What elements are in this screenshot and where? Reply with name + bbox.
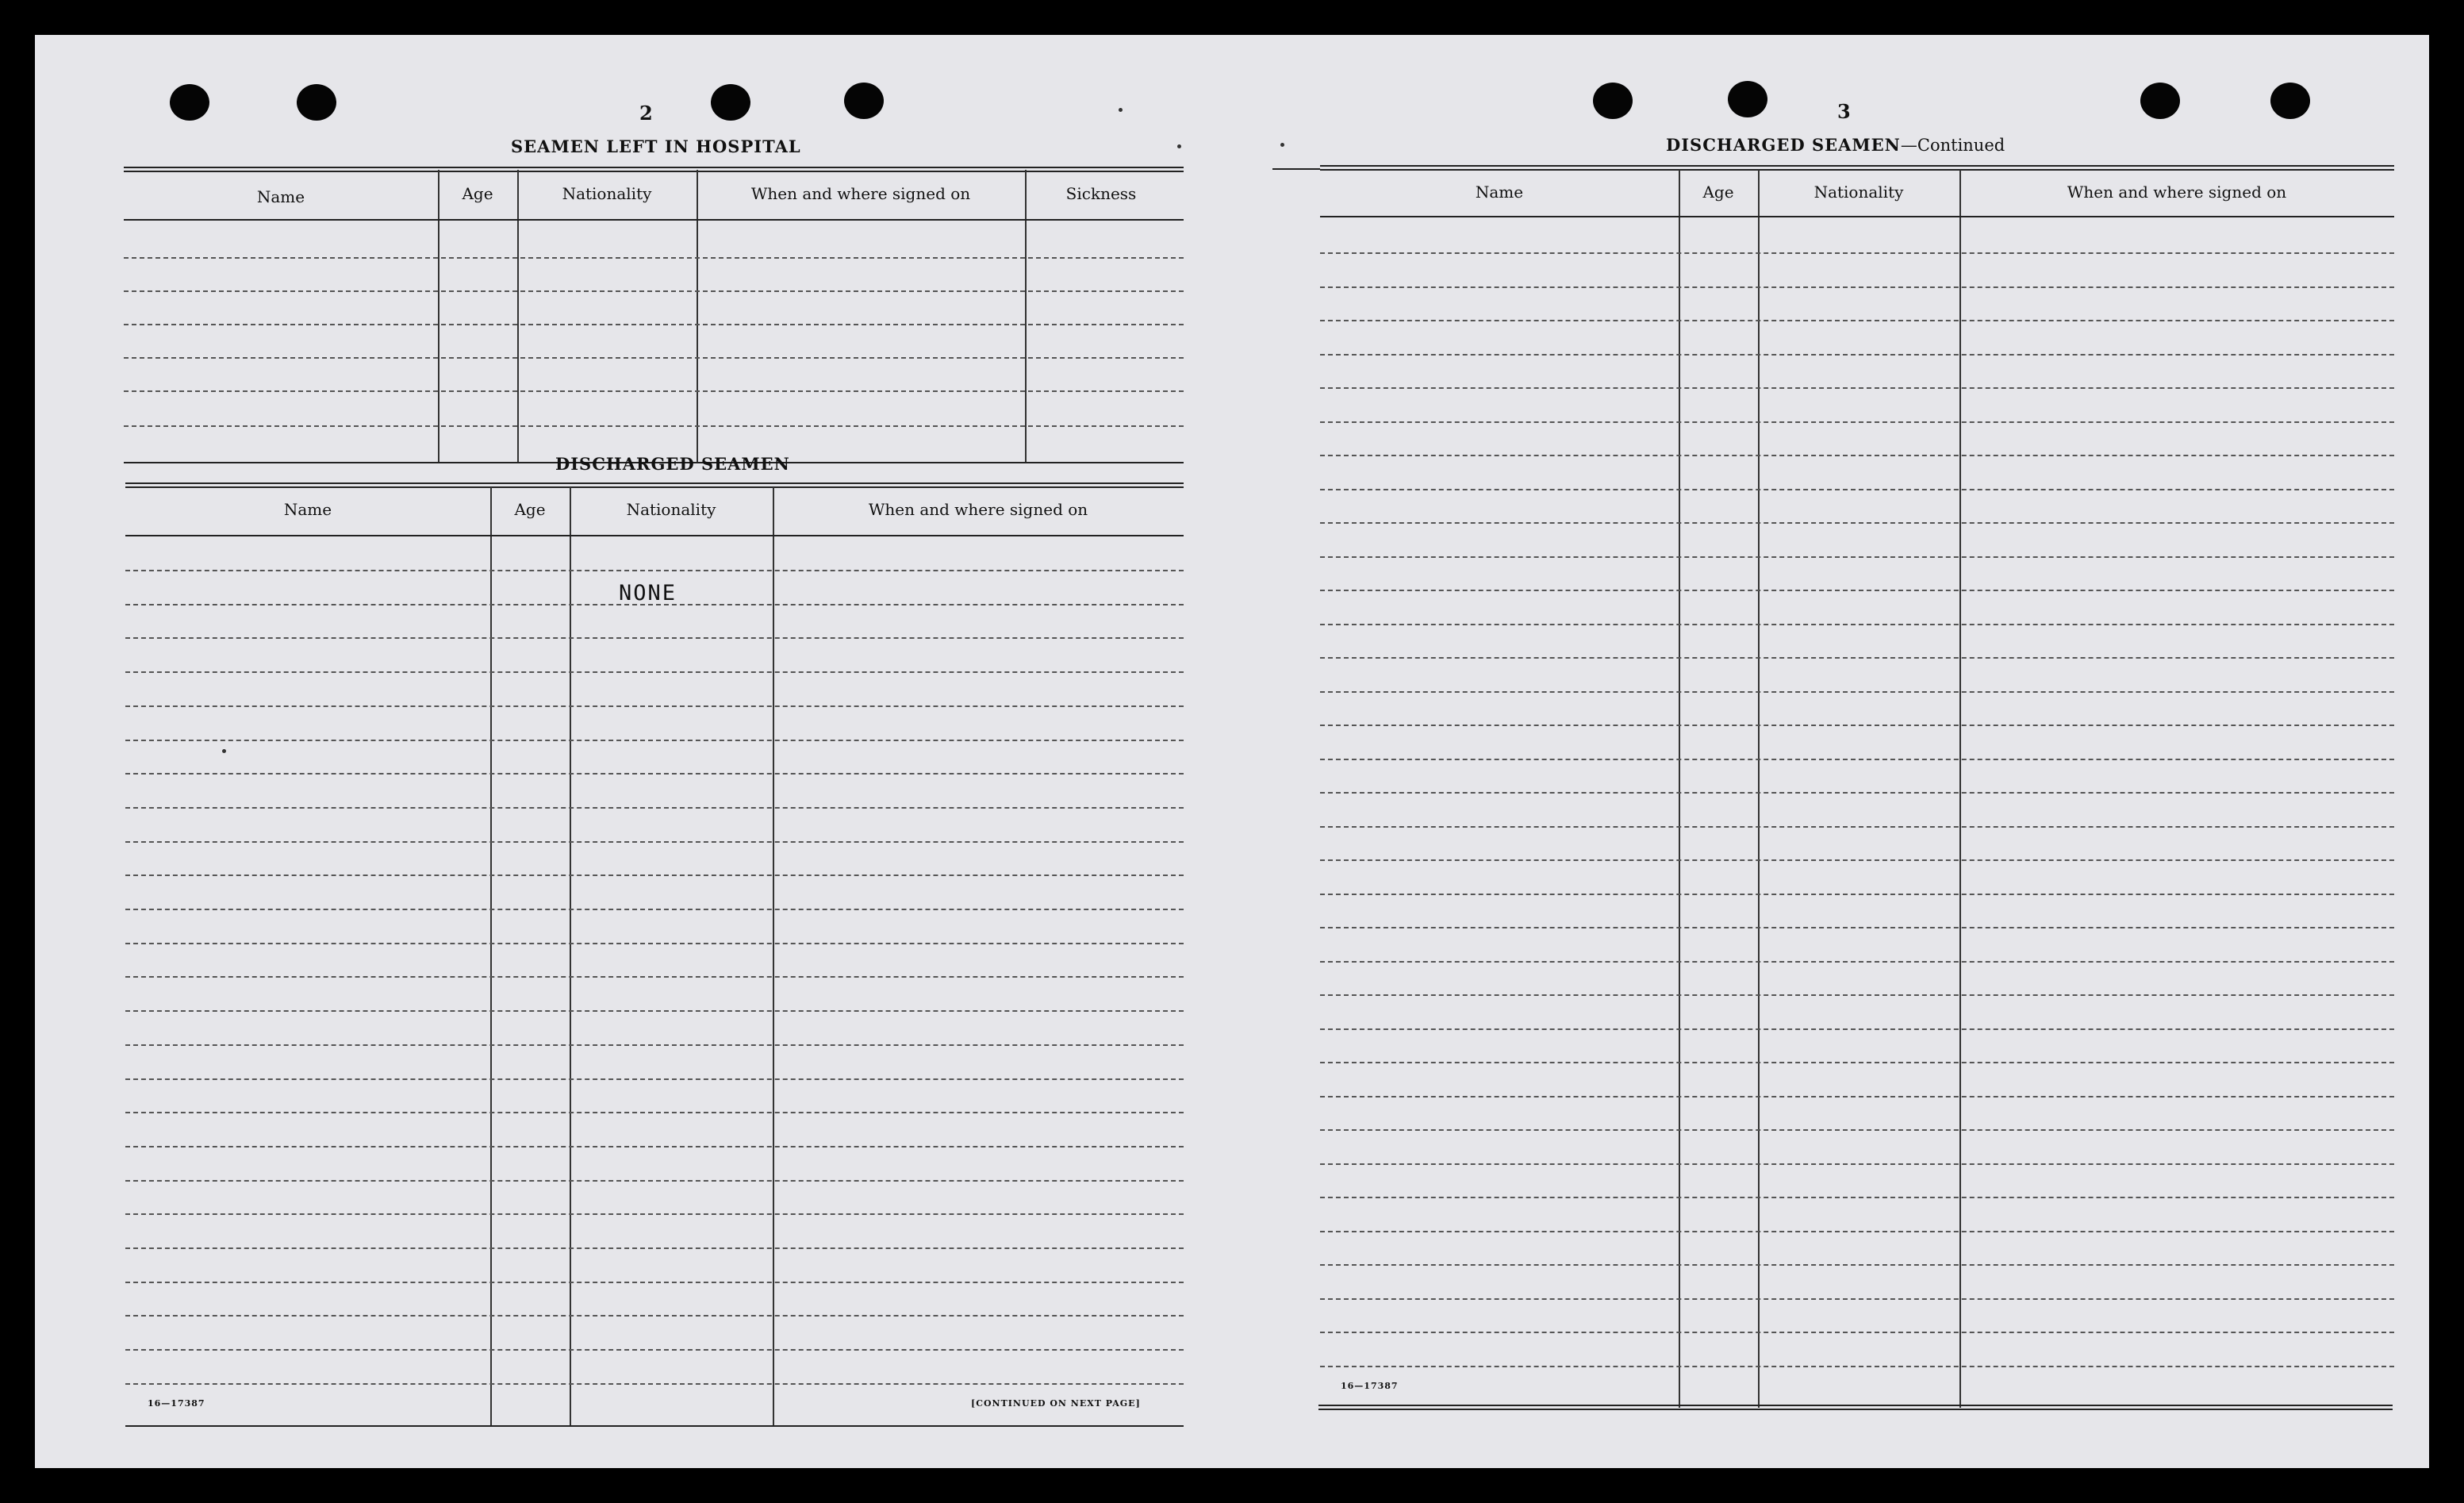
scan-speck: [1177, 144, 1181, 148]
row-line: [125, 570, 1184, 571]
column-header-signed-on: When and where signed on: [2067, 183, 2287, 202]
row-line: [1320, 691, 2394, 693]
row-line: [124, 390, 1184, 392]
row-line: [125, 740, 1184, 741]
row-line: [125, 841, 1184, 843]
row-line: [1320, 556, 2394, 558]
binder-hole: [1593, 83, 1633, 119]
section-title-suffix: —Continued: [1900, 136, 2005, 155]
row-line: [125, 1146, 1184, 1147]
row-line: [1320, 590, 2394, 591]
row-line: [1320, 522, 2394, 524]
row-line: [1320, 1298, 2394, 1300]
row-line: [1320, 657, 2394, 659]
binder-hole: [711, 84, 750, 121]
column-divider: [517, 170, 519, 463]
row-line: [125, 1078, 1184, 1080]
column-divider: [1959, 170, 1961, 1408]
row-line: [1320, 826, 2394, 828]
left-margin-rule: [1272, 168, 1320, 170]
column-divider: [1679, 170, 1680, 1408]
row-line: [1320, 792, 2394, 794]
table-bottom-rule: [1318, 1405, 2393, 1410]
row-line: [1320, 320, 2394, 321]
row-line: [1320, 1264, 2394, 1266]
row-line: [1320, 1332, 2394, 1333]
header-underline: [1320, 216, 2394, 217]
double-rule: [125, 482, 1184, 488]
row-line: [1320, 1096, 2394, 1097]
column-header-age: Age: [462, 184, 493, 203]
row-line: [1320, 961, 2394, 963]
scan-speck: [1280, 143, 1284, 147]
row-line: [1320, 725, 2394, 726]
page-number: 2: [639, 102, 653, 125]
form-number: 16—17387: [1341, 1381, 1399, 1391]
table-bottom-rule: [125, 1425, 1184, 1427]
double-rule: [1320, 165, 2394, 171]
document-sheet: [35, 35, 2429, 1468]
column-header-age: Age: [514, 500, 546, 519]
scan-speck: [1119, 108, 1123, 112]
row-line: [1320, 387, 2394, 389]
typed-entry-none: NONE: [619, 581, 677, 605]
row-line: [125, 1349, 1184, 1351]
column-header-name: Name: [283, 500, 332, 519]
row-line: [1320, 1129, 2394, 1131]
row-line: [125, 637, 1184, 639]
row-line: [125, 671, 1184, 673]
column-header-nationality: Nationality: [562, 184, 652, 203]
row-line: [1320, 759, 2394, 760]
section-title-hospital: SEAMEN LEFT IN HOSPITAL: [511, 136, 801, 156]
column-divider: [697, 170, 698, 463]
row-line: [1320, 859, 2394, 861]
row-line: [1320, 421, 2394, 423]
page-number: 3: [1837, 100, 1851, 123]
row-line: [125, 875, 1184, 876]
section-title: DISCHARGED SEAMEN: [1666, 135, 1901, 155]
row-line: [125, 1010, 1184, 1012]
row-line: [125, 1247, 1184, 1249]
row-line: [1320, 1231, 2394, 1232]
row-line: [1320, 624, 2394, 625]
row-line: [124, 290, 1184, 292]
row-line: [125, 909, 1184, 910]
row-line: [124, 324, 1184, 325]
row-line: [125, 1180, 1184, 1182]
binder-hole: [2270, 83, 2310, 119]
binder-hole: [2140, 83, 2180, 119]
row-line: [1320, 927, 2394, 928]
row-line: [1320, 489, 2394, 490]
column-header-sickness: Sickness: [1065, 184, 1137, 203]
row-line: [1320, 1163, 2394, 1165]
row-line: [1320, 1028, 2394, 1030]
column-header-name: Name: [1475, 183, 1524, 202]
continued-note: [CONTINUED ON NEXT PAGE]: [971, 1398, 1141, 1409]
row-line: [124, 425, 1184, 427]
row-line: [125, 807, 1184, 809]
row-line: [125, 1282, 1184, 1283]
row-line: [1320, 1062, 2394, 1063]
row-line: [125, 1044, 1184, 1046]
column-divider: [438, 170, 439, 463]
column-header-signed-on: When and where signed on: [868, 500, 1088, 519]
row-line: [125, 1112, 1184, 1113]
row-line: [125, 1213, 1184, 1215]
form-number: 16—17387: [148, 1398, 205, 1409]
row-line: [1320, 354, 2394, 356]
row-line: [124, 257, 1184, 259]
row-line: [125, 1315, 1184, 1317]
column-header-signed-on: When and where signed on: [750, 184, 971, 203]
row-line: [1320, 894, 2394, 895]
row-line: [1320, 1197, 2394, 1198]
binder-hole: [297, 84, 336, 121]
column-header-age: Age: [1702, 183, 1734, 202]
binder-hole: [170, 84, 209, 121]
row-line: [124, 357, 1184, 359]
section-title-discharged: DISCHARGED SEAMEN: [555, 454, 790, 474]
column-divider: [1758, 170, 1760, 1408]
row-line: [1320, 252, 2394, 254]
row-line: [125, 1383, 1184, 1385]
row-line: [125, 976, 1184, 978]
scan-speck: [222, 749, 226, 753]
row-line: [125, 943, 1184, 944]
header-underline: [124, 219, 1184, 221]
row-line: [1320, 455, 2394, 456]
column-header-nationality: Nationality: [1813, 183, 1904, 202]
row-line: [1320, 1366, 2394, 1367]
section-title-discharged-continued: [1666, 135, 2005, 155]
row-line: [1320, 994, 2394, 996]
binder-hole: [844, 83, 884, 119]
row-line: [125, 705, 1184, 707]
column-header-name: Name: [256, 187, 305, 206]
column-divider: [490, 487, 492, 1427]
row-line: [125, 773, 1184, 775]
row-line: [1320, 286, 2394, 288]
column-divider: [570, 487, 571, 1427]
header-underline: [125, 535, 1184, 536]
column-header-nationality: Nationality: [626, 500, 716, 519]
binder-hole: [1728, 81, 1767, 117]
column-divider: [773, 487, 774, 1427]
column-divider: [1025, 170, 1027, 463]
